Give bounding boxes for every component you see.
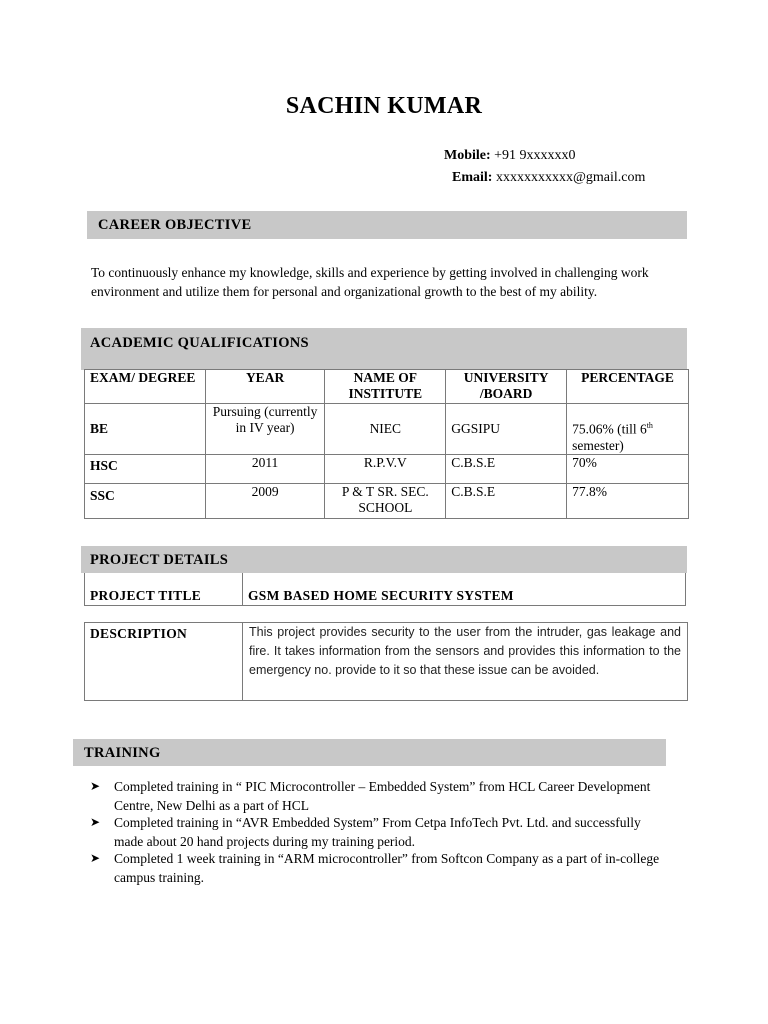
email-label: Email:: [452, 170, 493, 185]
training-item-text: Completed 1 week training in “ARM microcontroller” from Softcon Company as a part of in-college campus training.: [114, 851, 660, 885]
career-objective-text: To continuously enhance my knowledge, skills and experience by getting involved in challenging work environment and utilize them for personal and organizational growth to the best of my ability.: [91, 265, 649, 299]
email-value[interactable]: xxxxxxxxxxx@gmail.com: [495, 170, 646, 185]
list-item: [90, 849, 665, 887]
percentage-tail: semester): [572, 437, 624, 453]
list-item: [90, 777, 665, 815]
table-row: [85, 483, 689, 518]
academic-table: [84, 369, 689, 519]
mobile-label: Mobile:: [444, 148, 491, 163]
training-item-text: Completed training in “AVR Embedded System” From Cetpa InfoTech Pvt. Ltd. and successfully made about 20 hand projects during my training period.: [114, 815, 641, 849]
mobile-value: +91 9xxxxxx0: [494, 148, 576, 163]
arrowhead-bullet-icon: ➤: [90, 779, 101, 793]
project-details-heading: PROJECT DETAILS: [81, 546, 687, 573]
candidate-name: SACHIN KUMAR: [285, 93, 483, 119]
year-cell: Pursuing (currently in IV year): [205, 404, 325, 455]
project-description-text: This project provides security to the user from the intruder, gas leakage and fire. It takes information from the sensors and provides this information to the emergency no. provide to it so that these issue can be avoided.: [243, 623, 688, 701]
percentage-superscript: th: [646, 421, 653, 430]
column-header: EXAM/ DEGREE: [85, 370, 206, 404]
arrowhead-bullet-icon: ➤: [90, 851, 101, 865]
project-description-label: DESCRIPTION: [85, 623, 243, 701]
percentage-cell: [567, 404, 689, 455]
career-objective-heading: CAREER OBJECTIVE: [87, 211, 687, 239]
list-item: [90, 813, 665, 851]
project-title-label: PROJECT TITLE: [85, 573, 243, 605]
table-row: [85, 404, 689, 455]
institute-cell: R.P.V.V: [325, 454, 446, 483]
training-list: [90, 777, 665, 887]
project-title-row: [85, 573, 686, 605]
project-description-row: [85, 623, 688, 701]
table-row: [85, 454, 689, 483]
exam-cell: SSC: [85, 483, 206, 518]
board-cell: C.B.S.E: [446, 483, 567, 518]
mobile-line: [444, 148, 576, 164]
email-line: [452, 170, 645, 186]
project-description-table: [84, 622, 688, 701]
table-header-row: [85, 370, 689, 404]
year-cell: 2009: [205, 483, 325, 518]
academic-qualifications-heading: ACADEMIC QUALIFICATIONS: [81, 328, 687, 370]
board-cell: GGSIPU: [446, 404, 567, 455]
arrowhead-bullet-icon: ➤: [90, 815, 101, 829]
column-header: UNIVERSITY /BOARD: [446, 370, 567, 404]
percentage-cell: 77.8%: [567, 483, 689, 518]
training-heading: TRAINING: [73, 739, 666, 766]
institute-cell: P & T SR. SEC. SCHOOL: [325, 483, 446, 518]
percentage-cell: 70%: [567, 454, 689, 483]
year-cell: 2011: [205, 454, 325, 483]
column-header: NAME OF INSTITUTE: [325, 370, 446, 404]
project-title-value: GSM BASED HOME SECURITY SYSTEM: [243, 573, 686, 605]
board-cell: C.B.S.E: [446, 454, 567, 483]
column-header: YEAR: [205, 370, 325, 404]
training-item-text: Completed training in “ PIC Microcontroller – Embedded System” from HCL Career Development Centre, New Delhi as a part of HCL: [114, 779, 651, 813]
exam-cell: BE: [85, 404, 206, 455]
percentage-value: 75.06% (till 6: [572, 421, 647, 437]
institute-cell: NIEC: [325, 404, 446, 455]
column-header: PERCENTAGE: [567, 370, 689, 404]
exam-cell: HSC: [85, 454, 206, 483]
project-title-table: [84, 573, 686, 606]
